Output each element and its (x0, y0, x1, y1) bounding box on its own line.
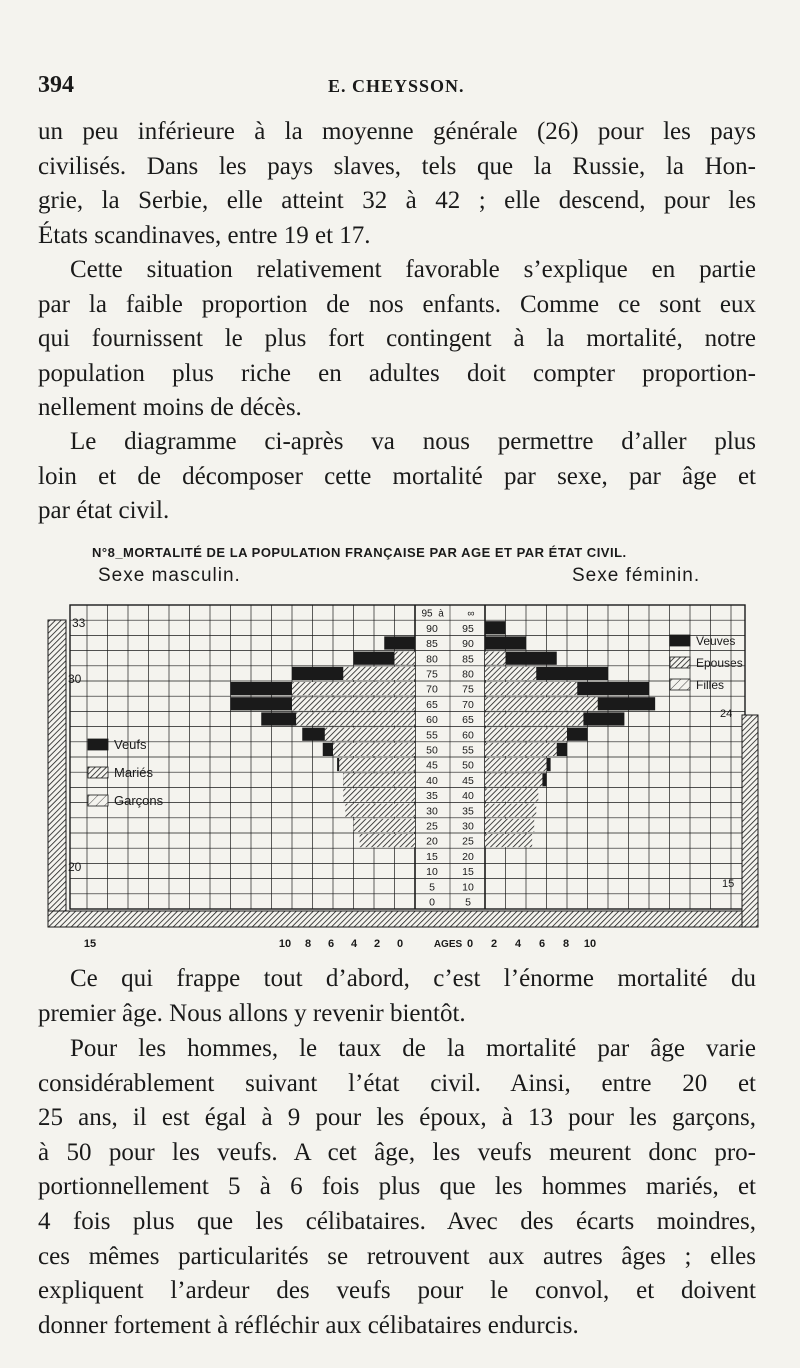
x-tick-left: 8 (304, 938, 312, 950)
female-bar-epouses (485, 804, 536, 817)
female-bar-epouses (485, 743, 557, 756)
age-label: 70 (426, 683, 438, 696)
female-bar-epouses (485, 712, 583, 725)
female-legend-swatch (670, 657, 690, 668)
text-line: États scandinaves, entre 19 et 17. (38, 221, 371, 249)
female-legend-label: Filles (696, 678, 725, 692)
paragraph-3 (38, 425, 756, 529)
male-bar-mariés (325, 728, 415, 741)
age-label: 80 (426, 653, 438, 666)
female-legend-swatch (670, 635, 690, 646)
male-bar-mariés (292, 682, 415, 695)
female-bar-veuves (485, 636, 526, 649)
male-bar-mariés (354, 819, 416, 832)
text-line: 25 ans, il est égal à 9 pour les époux, à 13 pour les garçons, (38, 1104, 756, 1132)
text-line: civilisés. Dans les pays slaves, tels que la Russie, la Hon- (38, 152, 756, 180)
text-line: 4 fois plus que les célibataires. Avec des écarts moindres, (38, 1207, 756, 1235)
x-tick-left: 4 (350, 938, 358, 950)
age-label: 30 (462, 820, 474, 833)
age-label: 35 (426, 790, 438, 803)
age-label: 40 (462, 790, 474, 803)
text-line: expliquent l’ardeur des veufs pour le convol, et doivent (38, 1277, 756, 1305)
x-tick-right: 8 (562, 938, 570, 950)
text-line: Le diagramme ci-après va nous permettre d’aller plus (70, 428, 756, 455)
male-side-label: 20 (68, 860, 82, 874)
text-line: population plus riche en adultes doit compter proportion- (38, 359, 756, 387)
x-tick-right: 10 (583, 938, 597, 950)
age-label: 45 (462, 774, 474, 787)
text-line: à 50 pour les veufs. A cet âge, les veufs meurent donc pro- (38, 1138, 756, 1166)
age-label: 0 (429, 896, 435, 909)
paragraph-5 (38, 1032, 756, 1343)
male-side-bar (48, 620, 66, 927)
male-title: Sexe masculin. (98, 565, 241, 586)
age-label: 60 (426, 714, 438, 727)
age-label: 75 (462, 683, 474, 696)
age-label: 85 (426, 638, 438, 651)
female-legend-label: Epouses (696, 656, 743, 670)
ages-label: AGES (433, 939, 463, 950)
male-bar-mariés (343, 788, 415, 801)
age-label: 65 (462, 714, 474, 727)
age-label: ∞ (467, 608, 475, 620)
age-label: à (438, 608, 444, 620)
text-line: premier âge. Nous allons y revenir bientôt. (38, 999, 466, 1027)
age-label: 35 (462, 805, 474, 818)
female-bar-epouses (485, 834, 532, 847)
text-line: qui fournissent le plus fort contingent à la mortalité, notre (38, 325, 756, 353)
age-label: 95 (421, 608, 433, 620)
page-number: 394 (38, 72, 74, 98)
text-line: Ce qui frappe tout d’abord, c’est l’énorme mortalité du (70, 965, 756, 992)
female-side-label: 24 (720, 708, 733, 720)
age-label: 20 (462, 850, 474, 863)
age-label: 40 (426, 774, 438, 787)
x-tick-left: 0 (396, 938, 404, 950)
age-label: 70 (462, 698, 474, 711)
female-bar-epouses (485, 652, 506, 665)
age-label: 50 (426, 744, 438, 757)
paragraph-2 (38, 253, 756, 426)
female-bar-epouses (485, 697, 598, 710)
female-legend-label: Veuves (696, 634, 736, 648)
age-label: 15 (462, 866, 474, 879)
female-bar-epouses (485, 773, 542, 786)
female-bar-epouses (485, 819, 534, 832)
text-line: Cette situation relativement favorable s’explique en partie (70, 256, 756, 283)
age-label: 95 (462, 622, 474, 635)
text-line: ces mêmes particularités se retrouvent aux autres âges ; elles (38, 1242, 756, 1270)
x-tick-left: 6 (327, 938, 335, 950)
male-bar-mariés (343, 667, 415, 680)
male-bar-mariés (296, 712, 415, 725)
mortality-diagram (0, 545, 800, 950)
male-bar-mariés (333, 743, 415, 756)
male-side-label: 33 (72, 616, 86, 630)
male-bar-mariés (343, 773, 415, 786)
page-header (38, 72, 758, 102)
male-legend-label: Veufs (114, 737, 147, 752)
age-label: 80 (462, 668, 474, 681)
female-bar-epouses (485, 728, 567, 741)
age-label: 55 (426, 729, 438, 742)
age-label: 60 (462, 729, 474, 742)
text-line: portionnellement 5 à 6 fois plus que les hommes mariés, et (38, 1173, 756, 1201)
age-label: 20 (426, 835, 438, 848)
x-tick-right: 4 (514, 938, 522, 950)
age-label: 75 (426, 668, 438, 681)
figure-title: N°8_MORTALITÉ DE LA POPULATION FRANÇAISE PAR AGE ET PAR ÉTAT CIVIL. (92, 545, 627, 560)
age-label: 45 (426, 759, 438, 772)
male-side-label: 30 (68, 672, 82, 686)
text-line: loin et de décomposer cette mortalité par sexe, par âge et (38, 462, 756, 490)
male-bar-mariés (339, 758, 415, 771)
age-label: 85 (462, 653, 474, 666)
male-legend-swatch (88, 767, 108, 778)
male-bar-mariés (292, 697, 415, 710)
paragraph-4 (38, 962, 756, 1031)
age-label: 15 (426, 850, 438, 863)
male-legend-swatch (88, 739, 108, 750)
text-line: nellement moins de décès. (38, 394, 302, 422)
female-bar-epouses (485, 788, 538, 801)
age-label: 25 (462, 835, 474, 848)
female-side-bar (742, 715, 758, 927)
age-label: 90 (426, 622, 438, 635)
age-label: 10 (462, 881, 474, 894)
x-tick-right: 0 (466, 938, 474, 950)
female-legend-swatch (670, 679, 690, 690)
x-tick-left: 2 (373, 938, 381, 950)
female-bar-epouses (485, 667, 536, 680)
age-label: 25 (426, 820, 438, 833)
age-label: 50 (462, 759, 474, 772)
paragraph-1 (38, 115, 756, 253)
male-bar-mariés (345, 804, 415, 817)
male-bar-mariés (360, 834, 415, 847)
text-line: par la faible proportion de nos enfants. Comme ce sont eux (38, 290, 756, 318)
text-line: donner fortement à réfléchir aux célibataires endurcis. (38, 1311, 579, 1339)
age-label: 30 (426, 805, 438, 818)
x-tick-left: 15 (83, 938, 97, 950)
male-legend-label: Mariés (114, 765, 154, 780)
text-line: par état civil. (38, 497, 170, 525)
female-bar-epouses (485, 758, 547, 771)
age-label: 10 (426, 866, 438, 879)
female-bar-veuves (485, 621, 506, 634)
male-legend-label: Garçons (114, 793, 164, 808)
text-line: grie, la Serbie, elle atteint 32 à 42 ; elle descend, pour les (38, 187, 756, 215)
text-line: considérablement suivant l’état civil. Ainsi, entre 20 et (38, 1069, 756, 1097)
x-tick-right: 2 (490, 938, 498, 950)
text-line: un peu inférieure à la moyenne générale (26) pour les pays (38, 118, 756, 145)
age-label: 65 (426, 698, 438, 711)
female-bar-epouses (485, 682, 577, 695)
age-label: 5 (465, 896, 471, 909)
age-label: 5 (429, 881, 435, 894)
age-label: 55 (462, 744, 474, 757)
female-title: Sexe féminin. (572, 565, 701, 586)
chart-svg (0, 545, 800, 950)
male-bar-veufs (384, 636, 415, 649)
text-line: Pour les hommes, le taux de la mortalité par âge varie (70, 1035, 756, 1062)
male-legend-swatch (88, 795, 108, 806)
bottom-hatched-band (48, 911, 745, 927)
x-tick-right: 6 (538, 938, 546, 950)
male-bar-mariés (395, 652, 416, 665)
running-head: E. CHEYSSON. (328, 76, 465, 96)
female-side-label: 15 (722, 878, 735, 890)
age-label: 90 (462, 638, 474, 651)
x-tick-left: 10 (278, 938, 292, 950)
